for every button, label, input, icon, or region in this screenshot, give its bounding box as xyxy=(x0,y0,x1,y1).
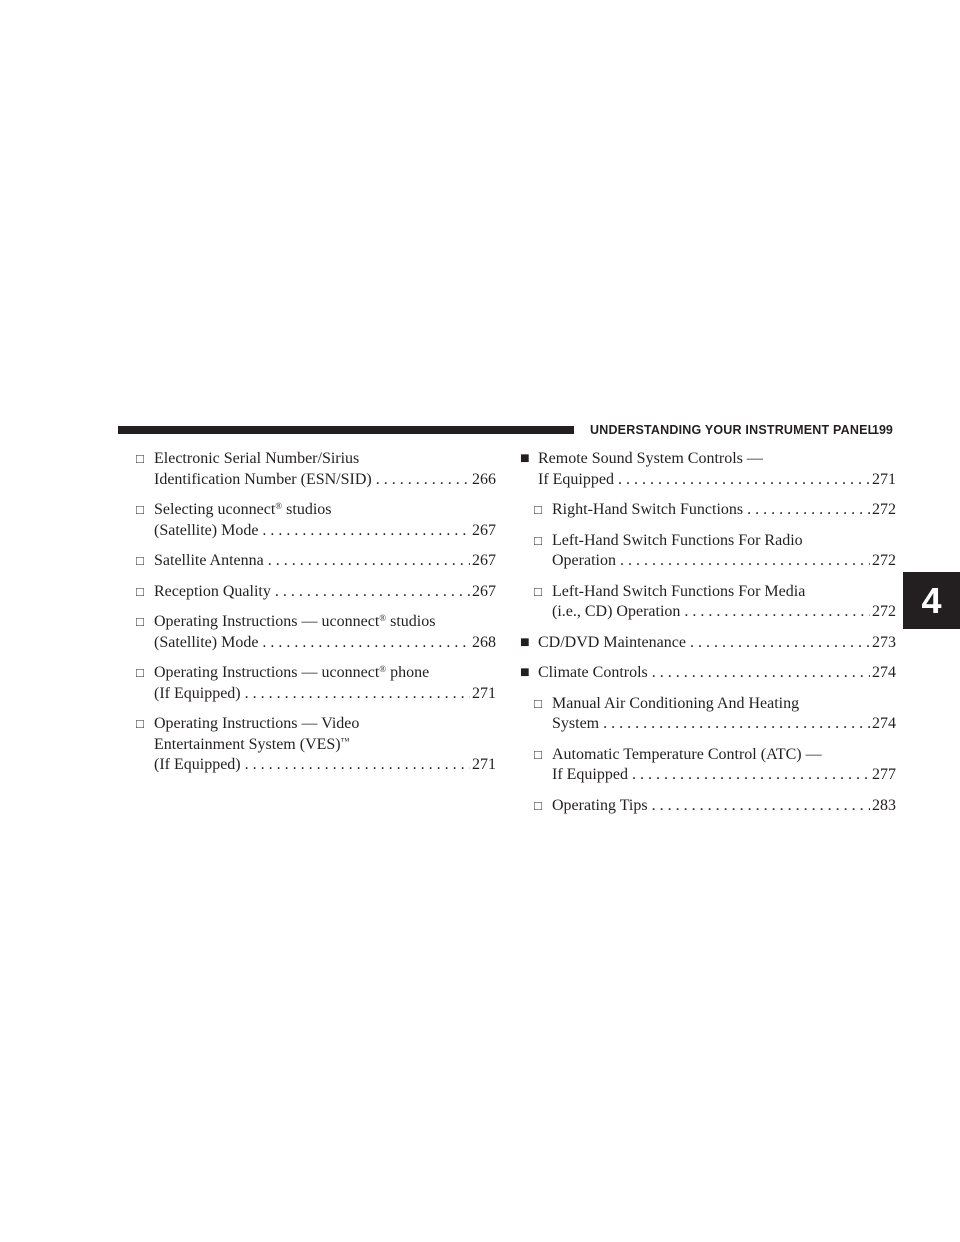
toc-entry-title-line: Entertainment System (VES)™ xyxy=(154,735,350,753)
toc-entry-title: Operating Tips xyxy=(552,796,648,814)
header-rule xyxy=(118,426,574,434)
toc-entry[interactable] xyxy=(520,745,896,786)
section-square-icon: ■ xyxy=(520,633,530,651)
dot-leader xyxy=(616,551,870,572)
subsection-box-icon: □ xyxy=(534,797,542,813)
toc-entry-title: Satellite Antenna xyxy=(154,552,264,569)
toc-entry-title: Identification Number (ESN/SID) xyxy=(154,470,372,488)
dot-leader xyxy=(258,633,470,654)
toc-entry[interactable] xyxy=(136,551,496,572)
subsection-box-icon: □ xyxy=(534,746,542,762)
toc-entry-leader-line xyxy=(552,500,896,521)
subsection-box-icon: □ xyxy=(534,502,542,517)
toc-entry-leader-line xyxy=(552,602,896,623)
toc-entry-page-number: 271 xyxy=(472,684,496,702)
toc-right-column xyxy=(520,449,896,826)
section-square-icon: ■ xyxy=(520,664,530,681)
dot-leader xyxy=(743,500,870,521)
toc-entry-page-number: 277 xyxy=(872,766,896,783)
toc-entry-title: If Equipped xyxy=(552,766,628,783)
toc-entry-leader-line xyxy=(552,765,896,786)
section-square-icon: ■ xyxy=(520,450,530,467)
toc-entry-leader-line xyxy=(552,714,896,735)
dot-leader xyxy=(680,602,870,623)
toc-entry-title-line: Electronic Serial Number/Sirius xyxy=(154,450,360,467)
toc-entry-title: CD/DVD Maintenance xyxy=(538,633,686,651)
dot-leader xyxy=(648,663,870,684)
toc-entry[interactable] xyxy=(136,612,496,653)
subsection-box-icon: □ xyxy=(136,665,144,680)
dot-leader xyxy=(241,755,470,776)
toc-entry[interactable] xyxy=(520,531,896,572)
toc-entry[interactable] xyxy=(136,714,496,776)
toc-entry-leader-line xyxy=(552,551,896,572)
subsection-box-icon: □ xyxy=(136,502,144,517)
toc-entry-leader-line xyxy=(154,633,496,654)
toc-entry-page-number: 266 xyxy=(472,470,496,488)
toc-entry-title: Right-Hand Switch Functions xyxy=(552,501,744,518)
dot-leader xyxy=(271,582,470,603)
toc-entry[interactable] xyxy=(520,796,896,817)
toc-entry-title-line: Operating Instructions — Video xyxy=(154,715,360,732)
subsection-box-icon: □ xyxy=(534,532,542,548)
dot-leader xyxy=(241,684,470,705)
subsection-box-icon: □ xyxy=(136,451,144,466)
toc-entry-leader-line xyxy=(154,755,496,776)
subsection-box-icon: □ xyxy=(534,583,542,599)
toc-entry-title-line: Operating Instructions — uconnect® phone xyxy=(154,664,430,681)
toc-entry-page-number: 283 xyxy=(872,796,896,814)
toc-entry[interactable] xyxy=(520,582,896,623)
toc-entry-title: Climate Controls xyxy=(538,664,648,681)
dot-leader xyxy=(264,551,470,572)
toc-entry-page-number: 273 xyxy=(872,633,896,651)
dot-leader xyxy=(599,714,870,735)
toc-entry-page-number: 272 xyxy=(872,501,896,518)
toc-entry[interactable] xyxy=(520,449,896,490)
toc-entry-leader-line xyxy=(154,521,496,542)
toc-entry-title-line: Selecting uconnect® studios xyxy=(154,501,332,518)
toc-entry[interactable] xyxy=(520,694,896,735)
toc-entry-title: (If Equipped) xyxy=(154,756,241,773)
toc-entry-page-number: 271 xyxy=(872,470,896,488)
page-number: 199 xyxy=(872,423,893,437)
toc-entry-leader-line xyxy=(552,796,896,817)
toc-entry-page-number: 271 xyxy=(472,756,496,773)
subsection-box-icon: □ xyxy=(136,716,144,731)
toc-entry-page-number: 267 xyxy=(472,552,496,569)
toc-entry-title: If Equipped xyxy=(538,470,614,488)
toc-entry-title: (If Equipped) xyxy=(154,684,241,702)
subsection-box-icon: □ xyxy=(534,695,542,711)
toc-entry-leader-line xyxy=(154,470,496,491)
toc-entry[interactable] xyxy=(520,500,896,521)
toc-entry-leader-line xyxy=(154,582,496,603)
subsection-box-icon: □ xyxy=(136,553,144,568)
toc-entry-leader-line xyxy=(538,663,896,684)
toc-entry[interactable] xyxy=(520,633,896,654)
toc-entry-page-number: 267 xyxy=(472,582,496,600)
dot-leader xyxy=(372,470,470,491)
toc-entry[interactable] xyxy=(136,449,496,490)
toc-entry-title-line: Manual Air Conditioning And Heating xyxy=(552,694,800,712)
toc-entry-title-line: Remote Sound System Controls — xyxy=(538,450,763,467)
toc-entry-title: Reception Quality xyxy=(154,582,271,600)
dot-leader xyxy=(614,470,870,491)
toc-entry-title: Operation xyxy=(552,552,616,569)
toc-entry-page-number: 267 xyxy=(472,521,496,539)
chapter-tab[interactable]: 4 xyxy=(903,572,960,629)
toc-entry-title-line: Automatic Temperature Control (ATC) — xyxy=(552,745,822,763)
toc-entry-title: System xyxy=(552,715,600,732)
toc-entry-title: (i.e., CD) Operation xyxy=(552,603,681,620)
toc-entry-leader-line xyxy=(154,684,496,705)
dot-leader xyxy=(258,521,470,542)
toc-entry-leader-line xyxy=(538,470,896,491)
toc-entry-page-number: 272 xyxy=(872,603,896,620)
toc-entry-page-number: 274 xyxy=(872,715,896,732)
running-header-title: UNDERSTANDING YOUR INSTRUMENT PANEL xyxy=(590,423,876,437)
toc-entry-page-number: 268 xyxy=(472,633,496,651)
toc-entry-leader-line xyxy=(538,633,896,654)
dot-leader xyxy=(648,796,870,817)
toc-entry[interactable] xyxy=(136,582,496,603)
toc-entry-title-line: Left-Hand Switch Functions For Media xyxy=(552,582,806,600)
toc-entry-page-number: 272 xyxy=(872,552,896,569)
subsection-box-icon: □ xyxy=(136,583,144,599)
toc-entry[interactable] xyxy=(520,663,896,684)
toc-entry-title-line: Left-Hand Switch Functions For Radio xyxy=(552,531,803,549)
toc-left-column xyxy=(136,449,496,786)
toc-entry-leader-line xyxy=(154,551,496,572)
toc-entry[interactable] xyxy=(136,663,496,704)
subsection-box-icon: □ xyxy=(136,614,144,629)
toc-entry-page-number: 274 xyxy=(872,664,896,681)
dot-leader xyxy=(628,765,870,786)
toc-entry-title: (Satellite) Mode xyxy=(154,521,259,539)
toc-entry[interactable] xyxy=(136,500,496,541)
toc-entry-title: (Satellite) Mode xyxy=(154,633,259,651)
dot-leader xyxy=(686,633,870,654)
toc-entry-title-line: Operating Instructions — uconnect® studios xyxy=(154,613,436,630)
